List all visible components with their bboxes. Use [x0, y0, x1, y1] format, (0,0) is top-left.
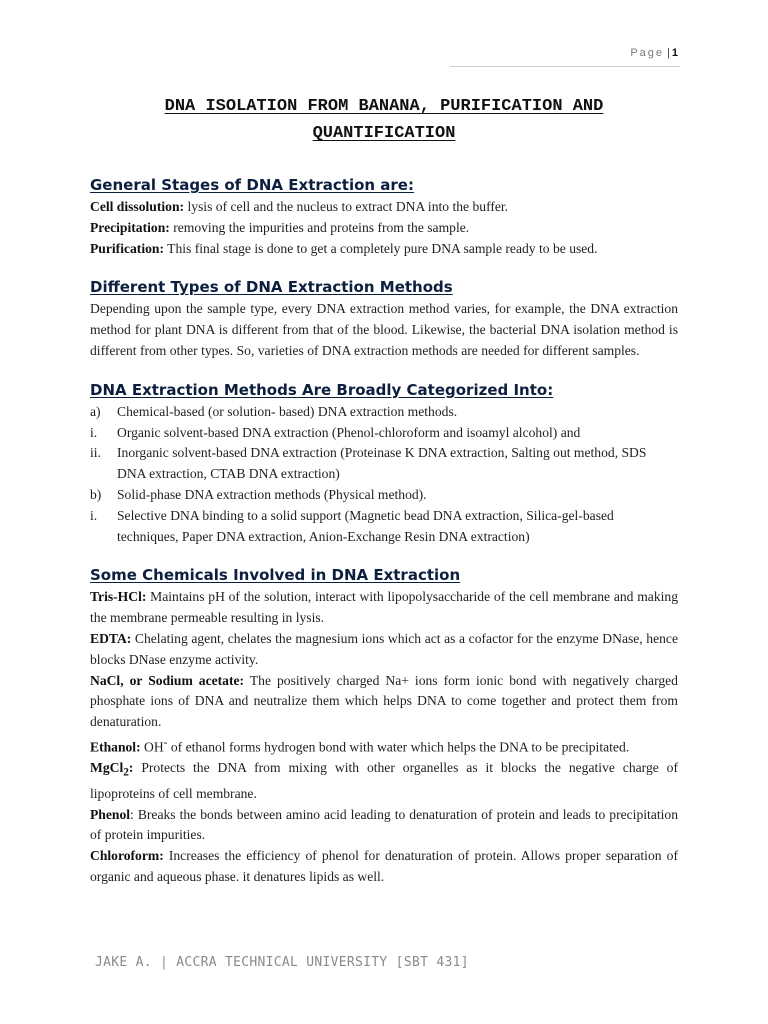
stage-term: Purification:: [90, 240, 164, 256]
superscript: -: [163, 736, 168, 749]
section-heading: General Stages of DNA Extraction are:: [90, 176, 414, 194]
page-number-header: [630, 47, 678, 59]
chemical-item-phenol: [90, 805, 678, 847]
chemical-text: of ethanol forms hydrogen bond with water which helps the DNA to be precipitated.: [167, 739, 630, 755]
chemical-term: MgCl$_2$:: [90, 760, 134, 779]
section-heading: Some Chemicals Involved in DNA Extraction: [90, 566, 461, 585]
chemical-term: Ethanol:: [90, 739, 141, 755]
section-general-stages: [90, 174, 678, 259]
page-label: Page: [630, 47, 665, 59]
chemical-item-nacl: [90, 671, 678, 733]
list-text: Organic solvent-based DNA extraction (Phenol-chloroform and isoamyl alcohol) and: [117, 424, 581, 440]
page-number: 1: [671, 47, 678, 59]
stage-term: Precipitation:: [90, 219, 170, 235]
chemical-text: : Breaks the bonds between amino acid leading to denaturation of protein and leads to precipitation of protein impurities.: [90, 806, 678, 843]
chemical-term: EDTA:: [90, 630, 132, 646]
list-text: Chemical-based (or solution- based) DNA extraction methods.: [117, 403, 458, 419]
chemical-text: Maintains pH of the solution, interact with lipopolysaccharide of the cell membrane and making the membrane permeable resulting in lysis.: [90, 589, 678, 626]
types-paragraph: Depending upon the sample type, every DNA extraction method varies, for example, the DNA extraction method for plant DNA is different from that of the blood. Likewise, the bacterial DNA isolation method is different from other types. So, varieties of DNA extraction methods are needed for different samples.: [90, 301, 678, 358]
chemical-item-chloroform: [90, 846, 678, 888]
page-footer: JAKE A. | ACCRA TECHNICAL UNIVERSITY [SBT 431]: [95, 955, 469, 970]
stage-text: This final stage is done to get a completely pure DNA sample ready to be used.: [164, 240, 598, 256]
section-chemicals: [90, 564, 678, 887]
list-item: [90, 423, 678, 444]
stage-item: [90, 218, 678, 239]
stage-term: Cell dissolution:: [90, 199, 185, 214]
chemical-text: Increases the efficiency of phenol for denaturation of protein. Allows proper separation of organic and aqueous phase. it denatures lipids as well.: [90, 848, 678, 884]
list-text: Inorganic solvent-based DNA extraction (Proteinase K DNA extraction, Salting out method, SDS DNA extraction, CTAB DNA extraction): [117, 445, 647, 482]
stage-item: [90, 239, 678, 260]
chemical-term: NaCl, or Sodium acetate:: [90, 672, 245, 688]
section-categories: [90, 379, 678, 548]
list-item: [90, 506, 678, 548]
list-text: Solid-phase DNA extraction methods (Physical method).: [117, 486, 427, 502]
chemical-term: Phenol: [90, 806, 131, 822]
chemical-item-edta: [90, 629, 678, 671]
chemical-text: The positively charged Na+ ions form ionic bond with negatively charged phosphate ions of DNA and neutralize them which helps DNA to come together and protect them from denaturation.: [90, 672, 678, 730]
list-label: i.: [90, 424, 98, 440]
chemical-item-mgcl2: [90, 758, 678, 804]
chemical-item-tris: [90, 587, 678, 629]
title-line-1: DNA ISOLATION FROM BANANA, PURIFICATION AND: [164, 97, 604, 116]
subscript: 2: [123, 766, 129, 779]
list-text: Selective DNA binding to a solid support (Magnetic bead DNA extraction, Silica-gel-based techniques, Paper DNA extraction, Anion-Exchange Resin DNA extraction): [117, 507, 614, 544]
document-body: [90, 174, 678, 905]
list-item: [90, 443, 678, 485]
list-item: [90, 402, 678, 423]
chemical-text: Protects the DNA from mixing with other organelles as it blocks the negative charge of lipoproteins of cell membrane.: [90, 760, 678, 801]
list-label: ii.: [90, 445, 101, 461]
stage-item: [90, 197, 678, 218]
section-heading: Different Types of DNA Extraction Methods: [90, 278, 453, 297]
chemical-item-ethanol: [90, 733, 678, 758]
chemical-term: Chloroform:: [90, 848, 164, 864]
section-extraction-types: [90, 276, 678, 361]
page-separator: |: [667, 47, 670, 59]
chemical-text: OH: [140, 739, 164, 755]
header-rule: [450, 66, 680, 67]
list-label: b): [90, 486, 102, 502]
chemical-text: Chelating agent, chelates the magnesium ions which act as a cofactor for the enzyme DNase, hence blocks DNase enzyme activity.: [90, 630, 678, 667]
title-line-2: QUANTIFICATION: [312, 124, 456, 143]
list-item: [90, 485, 678, 506]
list-label: a): [90, 403, 101, 419]
stage-text: lysis of cell and the nucleus to extract DNA into the buffer.: [184, 199, 509, 214]
list-label: i.: [90, 507, 98, 523]
chemical-term: Tris-HCl:: [90, 589, 147, 605]
document-title: [90, 93, 678, 147]
stage-text: removing the impurities and proteins from the sample.: [169, 219, 470, 235]
section-heading: DNA Extraction Methods Are Broadly Categorized Into:: [90, 380, 554, 399]
